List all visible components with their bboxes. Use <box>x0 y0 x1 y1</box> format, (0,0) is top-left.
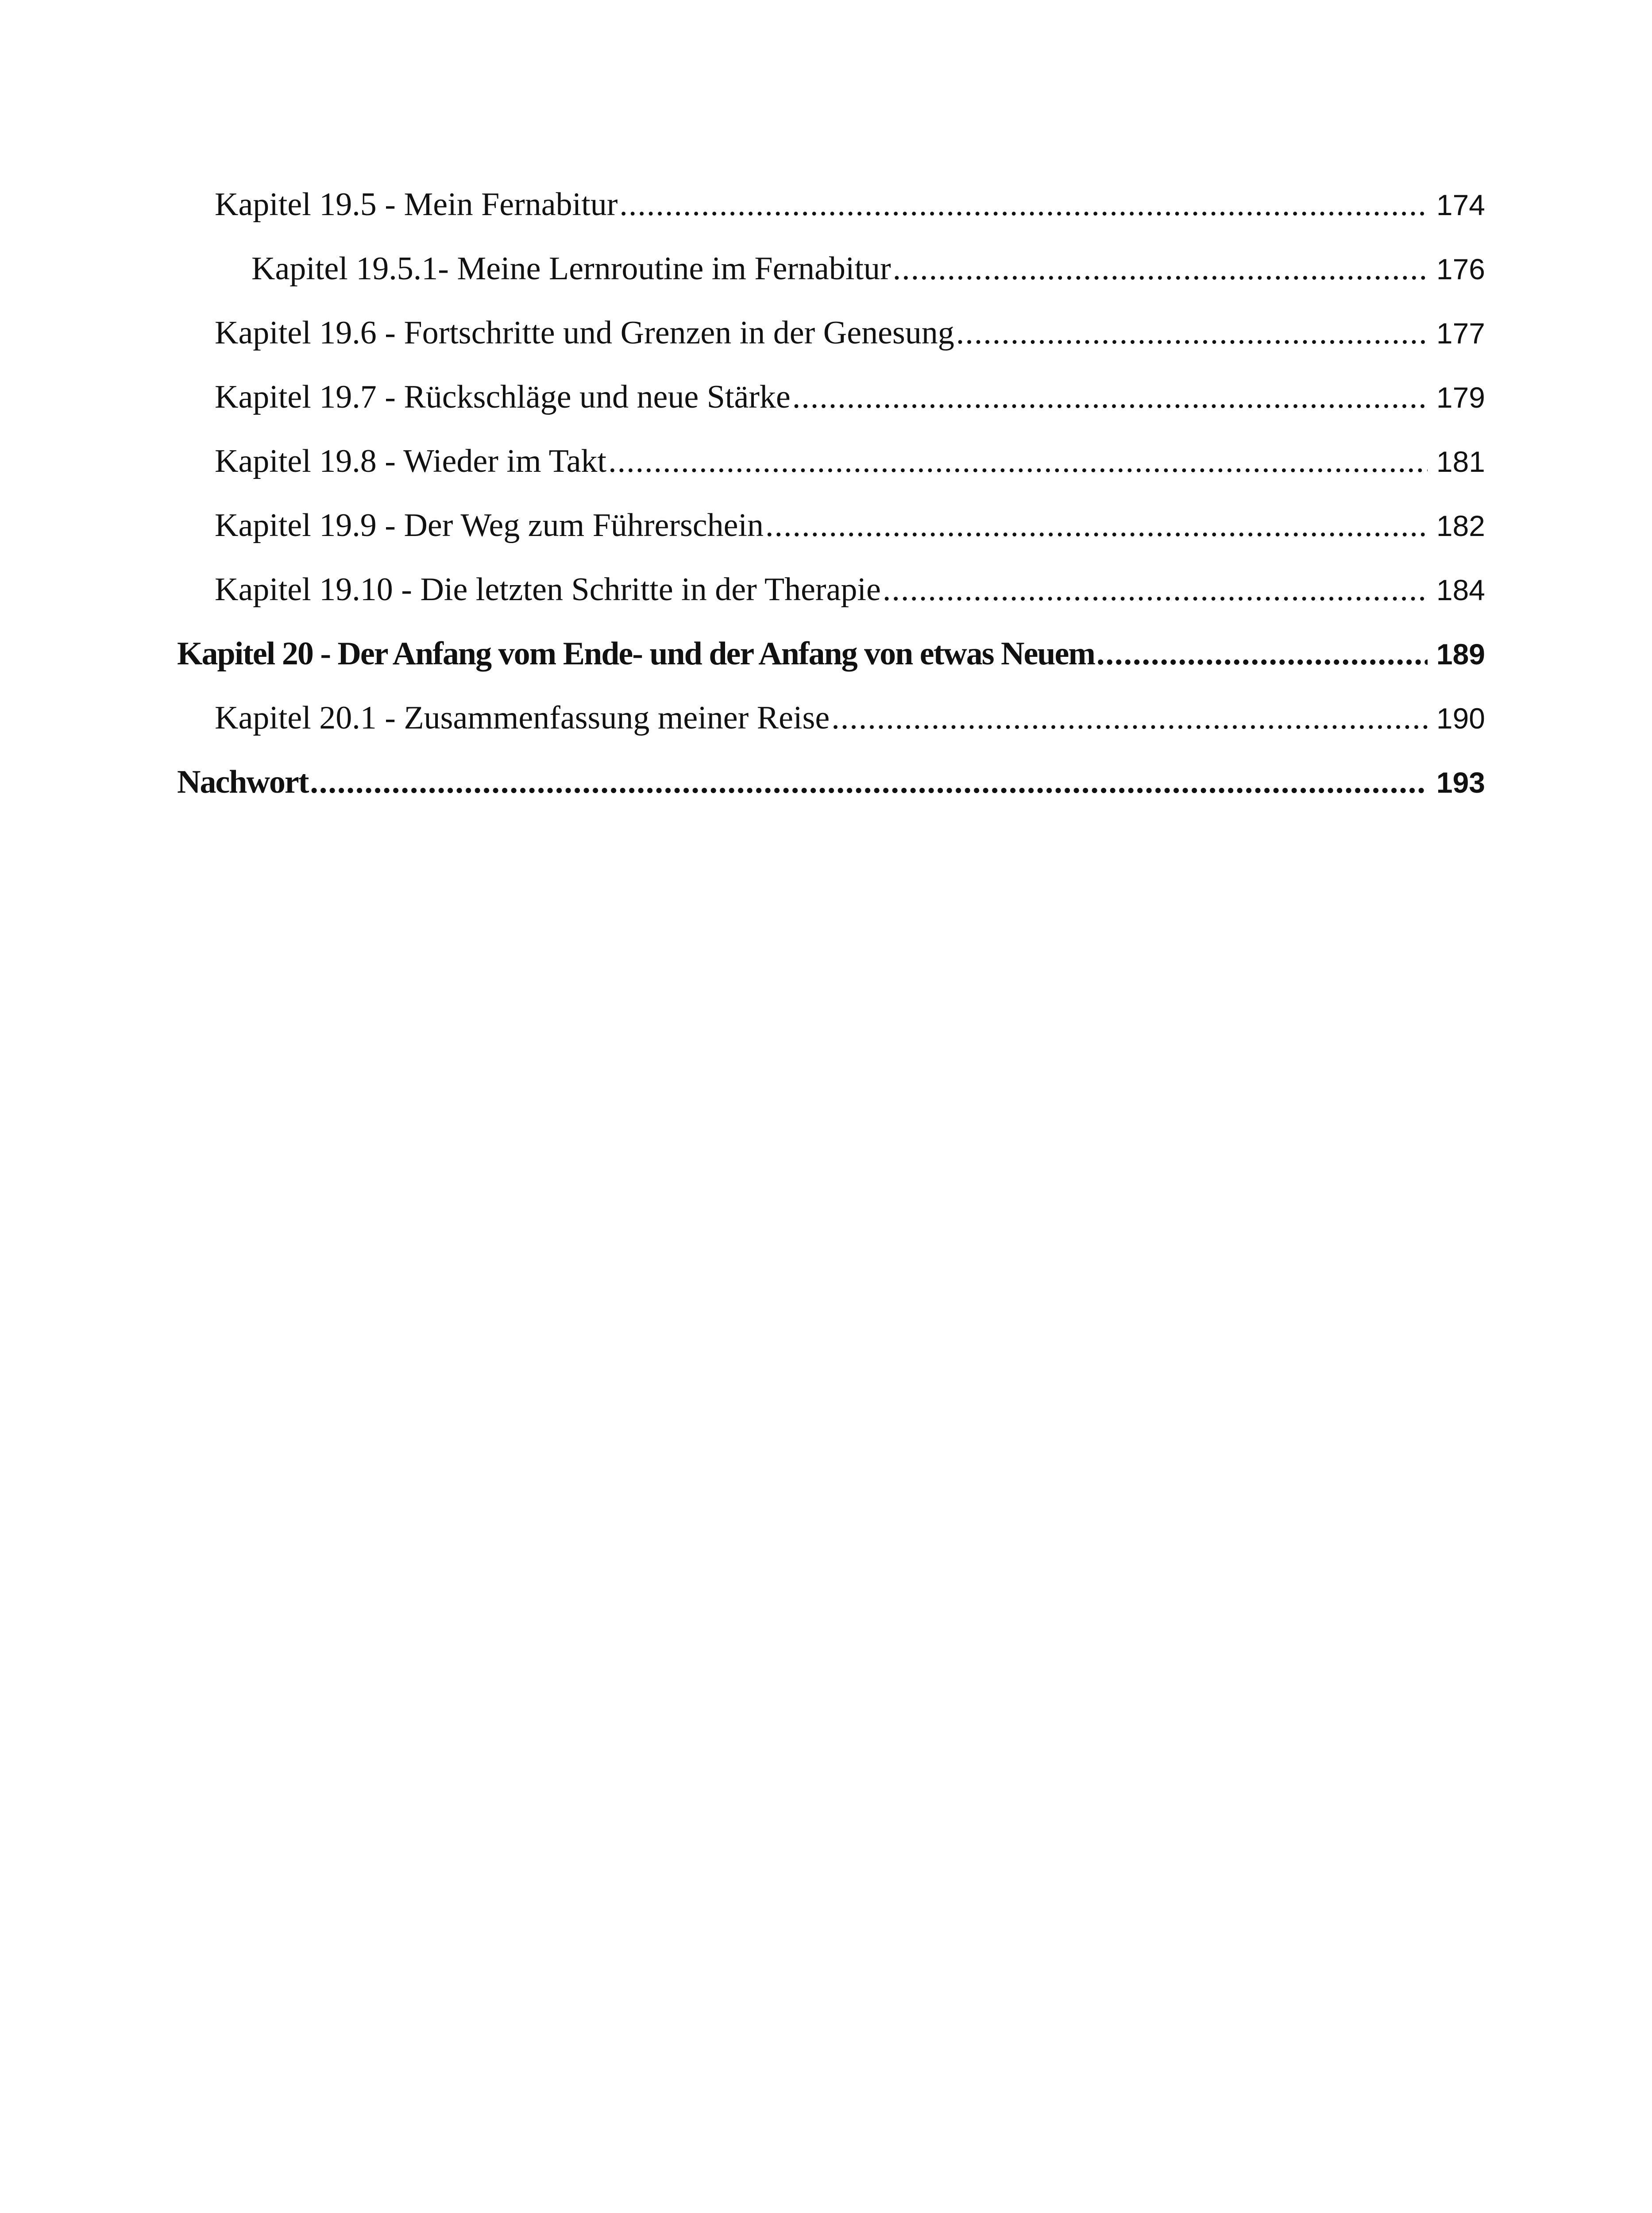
toc-entry-title: Kapitel 19.6 - Fortschritte und Grenzen in der Genesung <box>215 315 954 351</box>
toc-dot-leader <box>1096 622 1428 686</box>
toc-entry-title: Kapitel 20.1 - Zusammenfassung meiner Reise <box>215 700 830 736</box>
toc-dot-leader <box>792 365 1428 429</box>
toc-entry-page-number: 189 <box>1436 638 1485 671</box>
toc-entry[interactable] <box>177 750 1485 814</box>
toc-dot-leader <box>883 558 1428 622</box>
toc-entry-title: Nachwort <box>177 764 309 800</box>
toc-entry-page-number: 182 <box>1436 509 1485 542</box>
toc-entry[interactable] <box>177 622 1485 686</box>
toc-entry[interactable] <box>177 301 1485 365</box>
toc-entry[interactable] <box>177 429 1485 493</box>
toc-entry-title: Kapitel 19.5.1- Meine Lernroutine im Fernabitur <box>251 251 891 287</box>
toc-entry-title: Kapitel 19.9 - Der Weg zum Führerschein <box>215 507 764 544</box>
table-of-contents <box>177 173 1485 814</box>
toc-entry-title: Kapitel 19.7 - Rückschläge und neue Stärke <box>215 379 791 415</box>
toc-dot-leader <box>608 429 1428 493</box>
toc-entry-page-number: 190 <box>1436 702 1485 735</box>
toc-entry[interactable] <box>177 173 1485 237</box>
toc-entry-page-number: 193 <box>1436 766 1485 799</box>
toc-entry[interactable] <box>177 237 1485 301</box>
toc-dot-leader <box>765 493 1428 558</box>
toc-entry-page-number: 174 <box>1436 189 1485 221</box>
toc-entry[interactable] <box>177 493 1485 558</box>
toc-dot-leader <box>619 173 1428 237</box>
toc-entry-title: Kapitel 19.8 - Wieder im Takt <box>215 443 607 479</box>
toc-entry-title: Kapitel 19.10 - Die letzten Schritte in der Therapie <box>215 571 881 608</box>
toc-dot-leader <box>893 237 1428 301</box>
toc-dot-leader <box>831 686 1428 750</box>
toc-entry-title: Kapitel 20 - Der Anfang vom Ende- und der Anfang von etwas Neuem <box>177 636 1095 672</box>
toc-entry-page-number: 179 <box>1436 381 1485 414</box>
toc-entry[interactable] <box>177 686 1485 750</box>
toc-entry-page-number: 181 <box>1436 445 1485 478</box>
toc-entry-page-number: 176 <box>1436 253 1485 285</box>
toc-entry-title: Kapitel 19.5 - Mein Fernabitur <box>215 186 618 223</box>
toc-entry-page-number: 184 <box>1436 574 1485 606</box>
toc-entry[interactable] <box>177 365 1485 429</box>
toc-entry[interactable] <box>177 558 1485 622</box>
toc-dot-leader <box>956 301 1428 365</box>
toc-entry-page-number: 177 <box>1436 317 1485 350</box>
toc-dot-leader <box>310 750 1428 814</box>
